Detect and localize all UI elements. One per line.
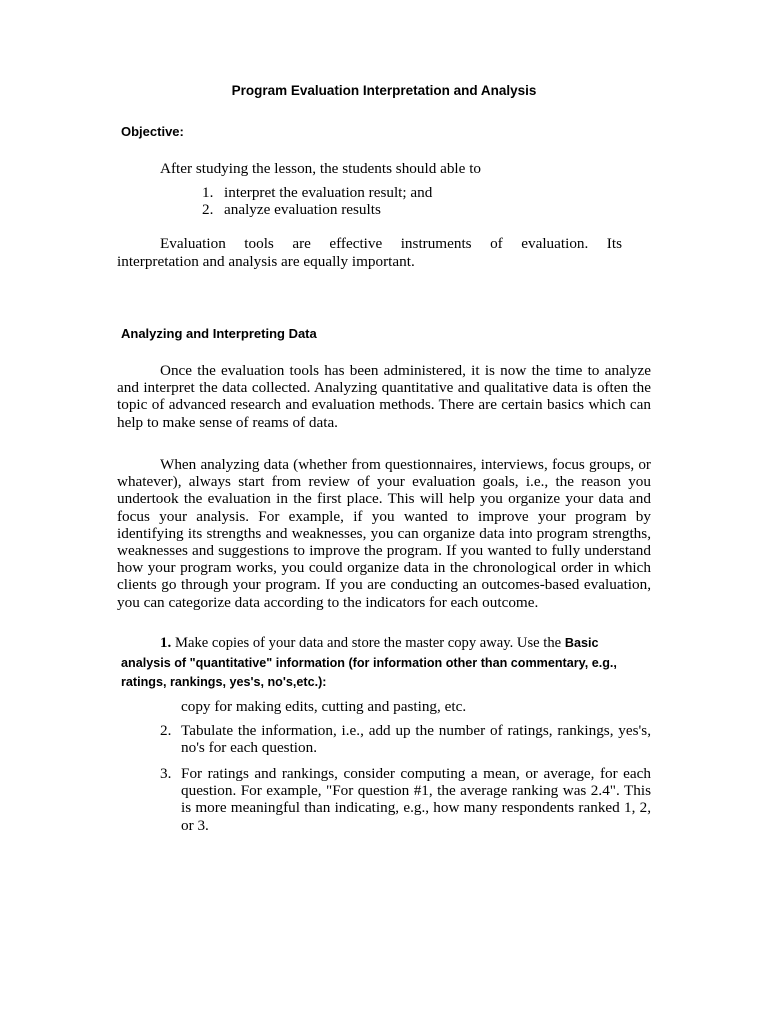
tools-paragraph-line-1: Evaluation tools are effective instruments of evaluation. Its (160, 235, 622, 252)
step-1-bold-start: Basic (564, 636, 599, 650)
objective-item-2-text: analyze evaluation results (224, 201, 381, 218)
objective-item-1-text: interpret the evaluation result; and (224, 184, 433, 201)
step-1-bold-line-3: ratings, rankings, yes's, no's,etc.): (121, 675, 327, 689)
objective-intro: After studying the lesson, the students should able to (160, 160, 482, 177)
step-1-bold-line-2: analysis of "quantitative" information (for information other than commentary, e.g., (121, 656, 617, 670)
paragraph-2: When analyzing data (whether from questionnaires, interviews, focus groups, or whatever), always start from review of your evaluation goals, i.e., the reason you undertook the evaluation in the first place. This will help you organize your data and focus your analysis. For example, if you wanted to improve your program by identifying its strengths and weaknesses, you can organize data into program strengths, weaknesses and suggestions to improve the program. If you wanted to fully understand how your program works, you could organize data in the chronological order in which clients go through your program. If you are conducting an outcomes-based evaluation, you can categorize data according to the indicators for each outcome. (117, 456, 651, 611)
step-1-number: 1. (160, 635, 172, 651)
step-1-text: Make copies of your data and store the master copy away. Use the (175, 635, 562, 651)
section-heading: Analyzing and Interpreting Data (121, 326, 317, 341)
objective-heading: Objective: (121, 124, 184, 139)
objective-item-2 (202, 201, 381, 218)
objective-item-2-number: 2. (202, 201, 214, 218)
step-1-continuation: copy for making edits, cutting and pasting, etc. (181, 698, 467, 715)
document-title: Program Evaluation Interpretation and Analysis (231, 83, 537, 98)
step-1-line-1 (160, 634, 656, 652)
step-3-number: 3. (160, 765, 172, 782)
tools-paragraph-line-2: interpretation and analysis are equally important. (117, 253, 415, 270)
objective-item-1 (202, 184, 432, 201)
step-2-text: Tabulate the information, i.e., add up the number of ratings, rankings, yes's, no's for each question. (181, 722, 651, 757)
step-2-number: 2. (160, 722, 172, 739)
step-3-text: For ratings and rankings, consider computing a mean, or average, for each question. For example, "For question #1, the average ranking was 2.4". This is more meaningful than indicating, e.g., how many respondents ranked 1, 2, or 3. (181, 765, 651, 834)
paragraph-1: Once the evaluation tools has been administered, it is now the time to analyze and interpret the data collected. Analyzing quantitative and qualitative data is often the topic of advanced research and evaluation methods. There are certain basics which can help to make sense of reams of data. (117, 362, 651, 431)
objective-item-1-number: 1. (202, 184, 214, 201)
